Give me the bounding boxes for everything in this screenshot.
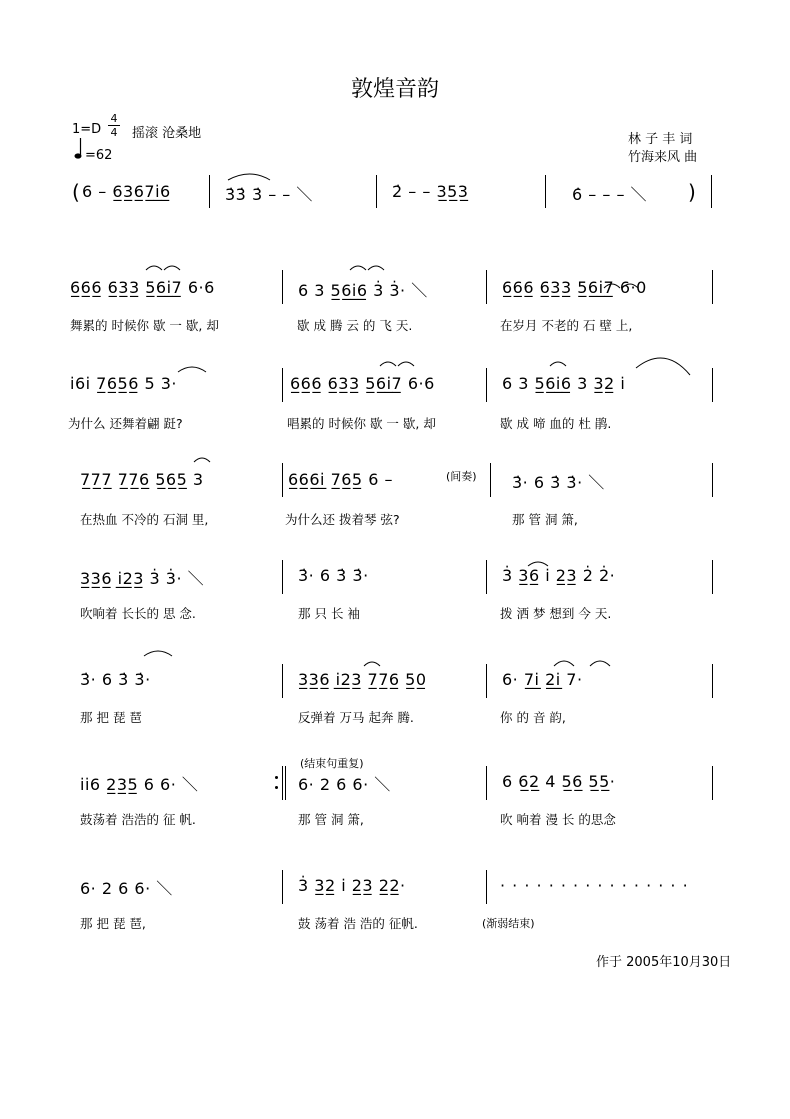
lyric-line: 那 把 琵 琶 <box>80 710 142 725</box>
barline <box>712 560 713 594</box>
lyric-line: 歇 成 腾 云 的 飞 天. <box>297 318 413 333</box>
barline <box>545 175 546 208</box>
lyric-line: 反弹着 万马 起奔 腾. <box>298 710 414 725</box>
lyricist-credit: 林 子 丰 词 <box>628 132 693 147</box>
page-title: 敦煌音韵 <box>350 77 439 102</box>
barline <box>282 664 283 698</box>
style-marking: 摇滚 沧桑地 <box>132 126 202 141</box>
barline <box>712 270 713 304</box>
barline <box>486 560 487 594</box>
barline <box>282 560 283 594</box>
notation-measure: 3̲3̲6̲ i̲̇2̲3̲ 3̇ 3̇· ＼ <box>80 569 205 588</box>
barline <box>712 766 713 800</box>
key-signature: 1=D <box>72 122 102 137</box>
lyric-line: 那 把 琵 琶, <box>80 916 146 931</box>
lyric-line: 为什么 还舞着翩 跹? <box>68 416 183 431</box>
lyric-line: 吹响着 长长的 思 念. <box>80 606 196 621</box>
barline <box>486 766 487 800</box>
notation-measure: 2̇ – – 3̲5̲3̲ <box>392 182 469 201</box>
slur <box>194 458 210 462</box>
slur <box>590 661 610 666</box>
barline <box>486 270 487 304</box>
barline <box>712 664 713 698</box>
barline <box>209 175 210 208</box>
lyric-line: 拨 洒 梦 想到 今 天. <box>500 606 612 621</box>
repeat-sign-icon <box>275 768 279 798</box>
lyric-line: 你 的 音 韵, <box>500 710 566 725</box>
notation-measure: 6 6̲2̲ 4 5̲6̲ 5̲5̲· <box>502 772 616 791</box>
notation-measure: 6 3 5̲6̲i̲̇6̲ 3 3̲2̲ i̇ <box>502 374 626 393</box>
notation-measure: 6̇ – – – ＼ <box>572 185 648 204</box>
slur <box>146 266 162 270</box>
barline <box>376 175 377 208</box>
notation-measure: 6· 2 6 6· ＼ <box>80 879 173 898</box>
fade-out-dots: · · · · · · · · · · · · · · · · <box>500 876 689 895</box>
lyric-line: 鼓 荡着 浩 浩的 征帆. <box>298 916 418 931</box>
intro-close-paren: ) <box>688 180 697 204</box>
slur <box>178 367 206 372</box>
barline <box>282 270 283 304</box>
notation-measure: 6̲6̲6̲ 6̲3̲3̲ 5̲6̲i̲̇7̲ 6·6 <box>290 374 435 393</box>
notation-measure: 3̇3̇ 3̇ – – ＼ <box>225 185 313 204</box>
notation-measure: 6 3 5̲6̲i̲̇6̲ 3̇ 3̇· ＼ <box>298 281 428 300</box>
interlude-marking: (间奏) <box>446 470 477 483</box>
notation-measure: i̇i̇6 2̲3̲5̲ 6 6· ＼ <box>80 775 199 794</box>
composition-date: 作于 2005年10月30日 <box>596 955 732 970</box>
quarter-note-icon <box>74 138 82 158</box>
notation-measure: 6· 2 6 6· ＼ <box>298 775 391 794</box>
notation-measure: 3̇ 3̲2̲ i̇ 2̲3̲ 2̲2̲· <box>298 876 406 895</box>
notation-measure: 7̲7̲7̲ 7̲7̲6̲ 5̲6̲5̲ 3 <box>80 470 204 489</box>
barline <box>282 870 283 904</box>
notation-measure: 6· 7̲i̲̇ 2̲i̲̇ 7· <box>502 670 583 689</box>
notation-measure: 6 – 6̲3̲6̲7̲i̲̇6̲ <box>82 182 171 201</box>
barline <box>486 664 487 698</box>
barline <box>282 368 283 402</box>
slur <box>550 362 566 366</box>
lyric-line: 吹 响着 漫 长 的思念 <box>500 812 616 827</box>
time-signature-top: 4 <box>110 112 118 125</box>
notation-measure: 6̲6̲6̲i̲̇ 7̲6̲5̲ 6 – <box>288 470 393 489</box>
slur <box>380 362 396 366</box>
double-barline <box>282 766 286 800</box>
lyric-line: 为什么还 拨着琴 弦? <box>285 512 400 527</box>
lyric-line: 那 只 长 袖 <box>298 606 360 621</box>
notation-measure: i̇6i̇ 7̲6̲5̲6̲ 5 3· <box>70 374 177 393</box>
barline <box>486 870 487 904</box>
lyric-line: 在岁月 不老的 石 壁 上, <box>500 318 633 333</box>
slur <box>554 661 574 666</box>
notation-measure: 3̇· 6 3̇ 3̇· <box>298 566 369 585</box>
notation-measure: 3̇ 3̲6̲ i̇ 2̲3̲ 2̇ 2̇· <box>502 566 616 585</box>
barline <box>282 463 283 497</box>
lyric-line: 在热血 不冷的 石洞 里, <box>80 512 209 527</box>
slur <box>368 266 384 270</box>
slur <box>350 266 366 270</box>
barline <box>712 463 713 497</box>
notation-measure: 6̲6̲6̲ 6̲3̲3̲ 5̲6̲i̲̇7̲ 6·0 <box>502 278 647 297</box>
lyric-line: 舞累的 时候你 歇 一 歇, 却 <box>70 318 219 333</box>
lyric-line: 歇 成 啼 血的 杜 鹃. <box>500 416 612 431</box>
barline <box>490 463 491 497</box>
slur <box>144 651 172 656</box>
slur <box>364 662 380 666</box>
repeat-ending-marking: (结束句重复) <box>300 757 364 770</box>
barline <box>486 368 487 402</box>
intro-open-paren: ( <box>72 180 81 204</box>
notation-measure: 6̲6̲6̲ 6̲3̲3̲ 5̲6̲i̲̇7̲ 6·6 <box>70 278 215 297</box>
lyric-line: 那 管 洞 箫, <box>298 812 364 827</box>
slur <box>228 174 270 180</box>
slur <box>636 358 690 375</box>
slur <box>398 362 414 366</box>
time-signature <box>108 114 120 138</box>
composer-credit: 竹海来风 曲 <box>628 150 698 165</box>
notation-measure: 3̲3̲6̲ i̲̇2̲3̲ 7̲7̲6̲ 5̲0̲ <box>298 670 427 689</box>
tempo-marking: =62 <box>85 148 113 163</box>
lyric-line: 鼓荡着 浩浩的 征 帆. <box>80 812 196 827</box>
lyric-line: 唱累的 时候你 歇 一 歇, 却 <box>287 416 436 431</box>
barline <box>712 368 713 402</box>
notation-measure: 3̇· 6 3̇ 3̇· ＼ <box>512 473 605 492</box>
time-signature-bottom: 4 <box>110 126 118 139</box>
fade-out-marking: (渐弱结束) <box>482 917 535 930</box>
notation-measure: 3̇· 6 3̇ 3̇· <box>80 670 151 689</box>
lyric-line: 那 管 洞 箫, <box>512 512 578 527</box>
slur <box>164 266 180 270</box>
barline <box>711 175 712 208</box>
